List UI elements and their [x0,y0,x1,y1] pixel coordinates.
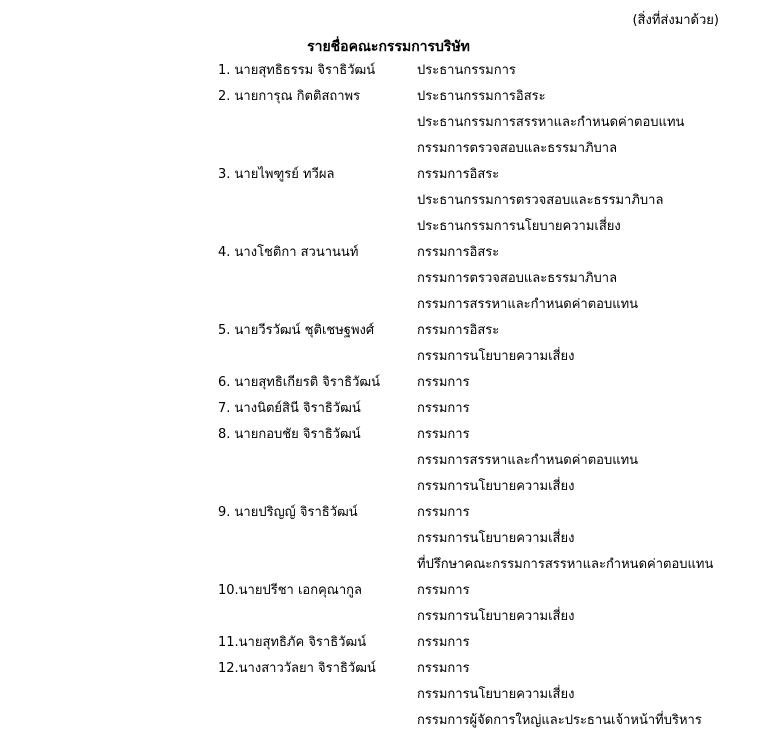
member-row [218,425,738,451]
board-member [218,321,738,373]
member-position: กรรมการ [417,661,470,676]
member-name: 2. นายการุณ กิตติสถาพร [218,89,361,104]
member-position: กรรมการผู้จัดการใหญ่และประธานเจ้าหน้าที่บริหาร [417,713,702,728]
document-title: รายชื่อคณะกรรมการบริษัท [307,39,470,55]
board-member [218,399,738,425]
member-row [218,243,738,269]
board-member [218,243,738,321]
member-position: กรรมการอิสระ [417,167,500,182]
member-position: ประธานกรรมการสรรหาและกำหนดค่าตอบแทน [417,115,685,130]
member-position: กรรมการตรวจสอบและธรรมาภิบาล [417,141,618,156]
board-member [218,425,738,503]
member-row [218,113,738,139]
member-position: กรรมการอิสระ [417,323,500,338]
member-position: กรรมการนโยบายความเสี่ยง [417,609,575,624]
member-position: กรรมการ [417,401,470,416]
enclosure-note: (สิ่งที่ส่งมาด้วย) [632,13,719,28]
board-member [218,659,738,737]
member-row [218,87,738,113]
member-position: กรรมการนโยบายความเสี่ยง [417,531,575,546]
board-member [218,61,738,87]
member-row [218,347,738,373]
member-position: กรรมการนโยบายความเสี่ยง [417,349,575,364]
board-member [218,633,738,659]
member-name: 11.นายสุทธิภัค จิราธิวัฒน์ [218,635,367,650]
member-position: กรรมการ [417,427,470,442]
member-row [218,373,738,399]
member-row [218,165,738,191]
member-name: 6. นายสุทธิเกียรติ จิราธิวัฒน์ [218,375,381,390]
member-name: 4. นางโชติกา สวนานนท์ [218,245,359,260]
member-row [218,659,738,685]
member-row [218,685,738,711]
member-position: กรรมการ [417,635,470,650]
member-row [218,529,738,555]
member-name: 10.นายปรีชา เอกคุณากูล [218,583,362,598]
member-position: กรรมการ [417,375,470,390]
member-row [218,191,738,217]
member-position: กรรมการสรรหาและกำหนดค่าตอบแทน [417,297,639,312]
member-row [218,217,738,243]
member-row [218,711,738,737]
member-row [218,321,738,347]
member-position: ประธานกรรมการตรวจสอบและธรรมาภิบาล [417,193,664,208]
member-row [218,607,738,633]
member-position: ประธานกรรมการนโยบายความเสี่ยง [417,219,621,234]
member-row [218,295,738,321]
member-position: กรรมการ [417,505,470,520]
member-row [218,139,738,165]
member-position: กรรมการสรรหาและกำหนดค่าตอบแทน [417,453,639,468]
board-member [218,87,738,165]
member-position: กรรมการนโยบายความเสี่ยง [417,687,575,702]
member-row [218,503,738,529]
member-position: ประธานกรรมการ [417,63,516,78]
member-position: กรรมการ [417,583,470,598]
member-name: 5. นายวีรวัฒน์ ชุติเชษฐพงศ์ [218,323,375,338]
board-member [218,165,738,243]
board-member [218,503,738,581]
member-row [218,269,738,295]
member-name: 3. นายไพฑูรย์ ทวีผล [218,167,335,182]
member-name: 9. นายปริญญ์ จิราธิวัฒน์ [218,505,358,520]
member-position: ประธานกรรมการอิสระ [417,89,546,104]
board-member-list [218,61,738,737]
member-row [218,555,738,581]
member-position: ที่ปรึกษาคณะกรรมการสรรหาและกำหนดค่าตอบแทน [417,557,714,572]
member-position: กรรมการอิสระ [417,245,500,260]
member-name: 1. นายสุทธิธรรม จิราธิวัฒน์ [218,63,376,78]
board-member [218,373,738,399]
member-row [218,451,738,477]
member-name: 7. นางนิตย์สินี จิราธิวัฒน์ [218,401,361,416]
member-row [218,581,738,607]
member-row [218,477,738,503]
member-row [218,633,738,659]
member-row [218,61,738,87]
member-row [218,399,738,425]
member-name: 8. นายกอบชัย จิราธิวัฒน์ [218,427,361,442]
member-position: กรรมการตรวจสอบและธรรมาภิบาล [417,271,618,286]
board-member [218,581,738,633]
member-name: 12.นางสาววัลยา จิราธิวัฒน์ [218,661,376,676]
member-position: กรรมการนโยบายความเสี่ยง [417,479,575,494]
